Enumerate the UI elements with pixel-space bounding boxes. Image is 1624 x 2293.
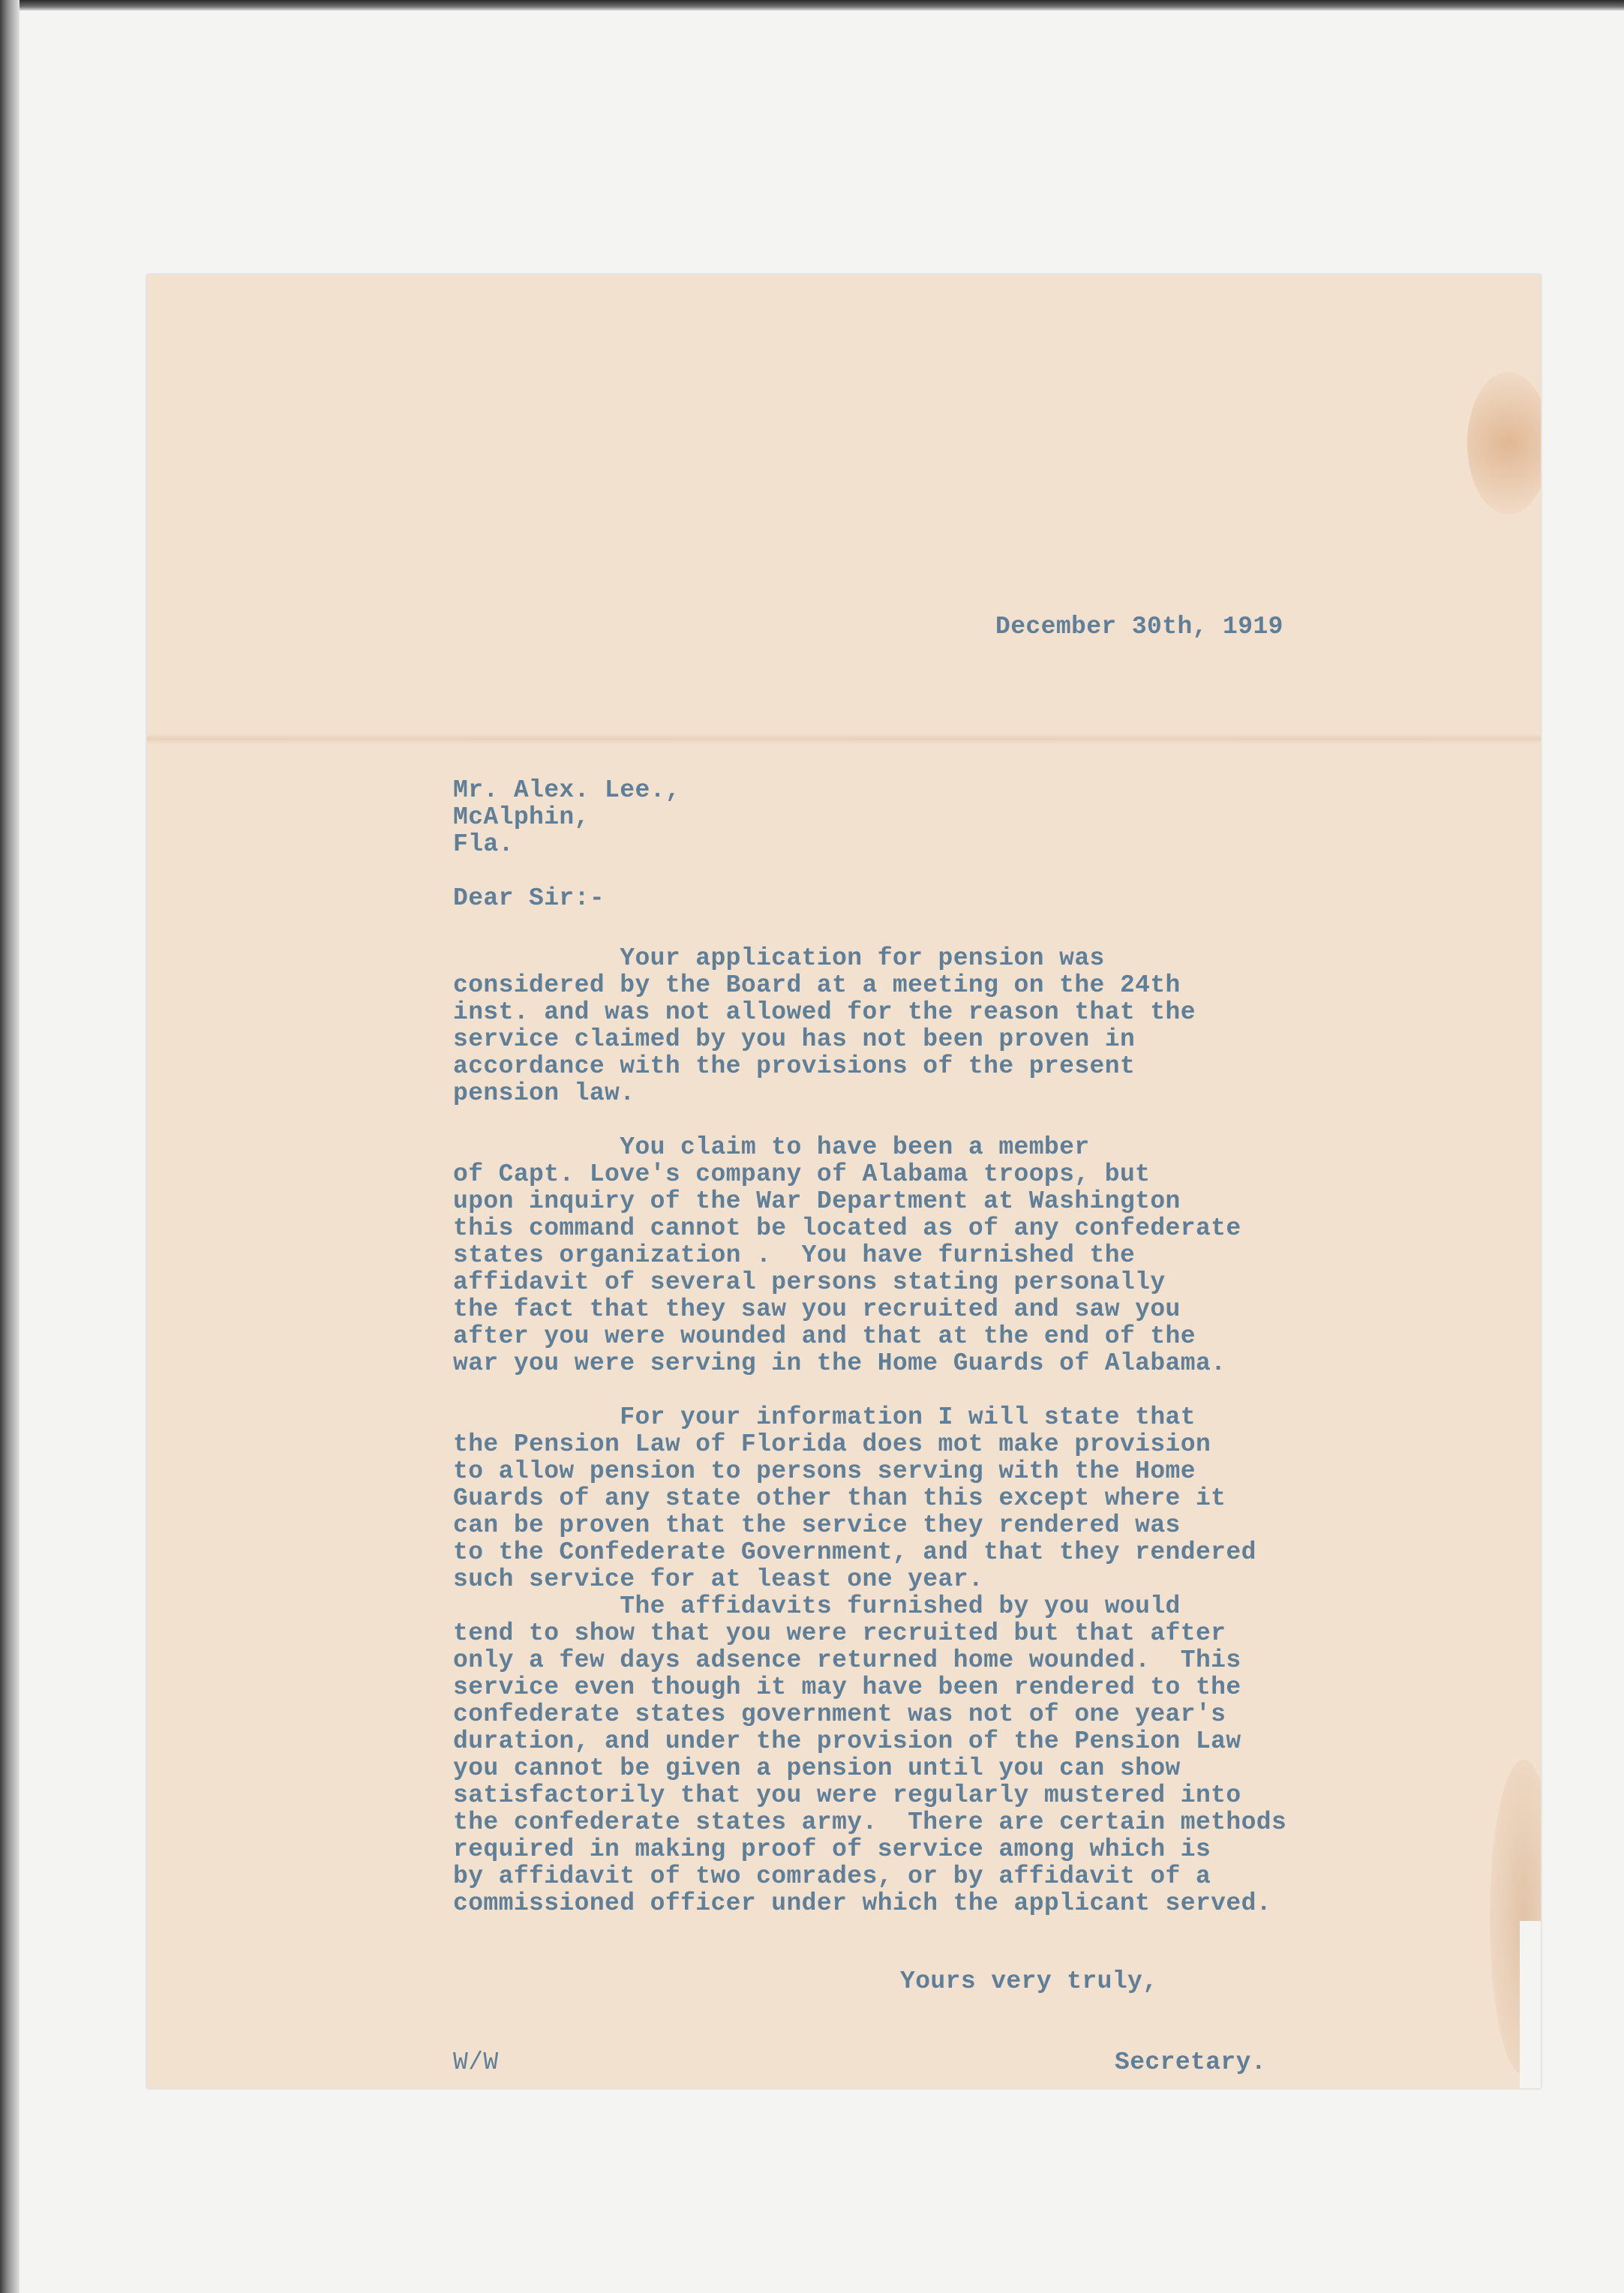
recipient-town: McAlphin,	[453, 803, 590, 831]
paragraph-2: You claim to have been a member of Capt. Love's company of Alabama troops, but upon inquiry of the War Department at Washington this command cannot be located as of any confederate states organization . You have furnished the affidavit of several persons stating personally the fact that they saw you recruited and saw you after you were wounded and that at the end of the war you were serving in the Home Guards of Alabama.	[453, 1133, 1241, 1377]
paper-stain-top-right	[1467, 372, 1541, 515]
paper-fold-crease	[147, 734, 1541, 744]
scan-left-edge	[0, 0, 20, 2293]
paper-torn-edge	[1520, 1921, 1541, 2088]
signature-title: Secretary.	[1115, 2048, 1267, 2076]
letter-body	[453, 945, 1286, 1917]
recipient-name: Mr. Alex. Lee.,	[453, 776, 681, 804]
salutation: Dear Sir:-	[453, 884, 605, 912]
paragraph-1: Your application for pension was considered by the Board at a meeting on the 24th inst. and was not allowed for the reason that the service claimed by you has not been proven in accordance with the provisions of the present pension law.	[453, 944, 1196, 1107]
recipient-state: Fla.	[453, 830, 514, 858]
recipient-address	[453, 777, 680, 858]
scan-top-edge	[0, 0, 1624, 11]
typist-initials: W/W	[453, 2048, 499, 2076]
paragraph-3: For your information I will state that the Pension Law of Florida does mot make provision to allow pension to persons serving with the Home Guards of any state other than this except where it can be proven that the service they rendered was to the Confederate Government, and that they rendered such service for at least one year. The affidavits furnished by you would tend to show that you were recruited but that after only a few days adsence returned home wounded. This service even though it may have been rendered to the confederate states government was not of one year's duration, and under the provision of the Pension Law you cannot be given a pension until you can show satisfactorily that you were regularly mustered into the confederate states army. There are certain methods required in making proof of service among which is by affidavit of two comrades, or by affidavit of a commissioned officer under which the applicant served.	[453, 1403, 1287, 1917]
letter-date: December 30th, 1919	[995, 613, 1283, 641]
letter-page	[147, 275, 1541, 2088]
closing: Yours very truly,	[900, 1967, 1158, 1995]
